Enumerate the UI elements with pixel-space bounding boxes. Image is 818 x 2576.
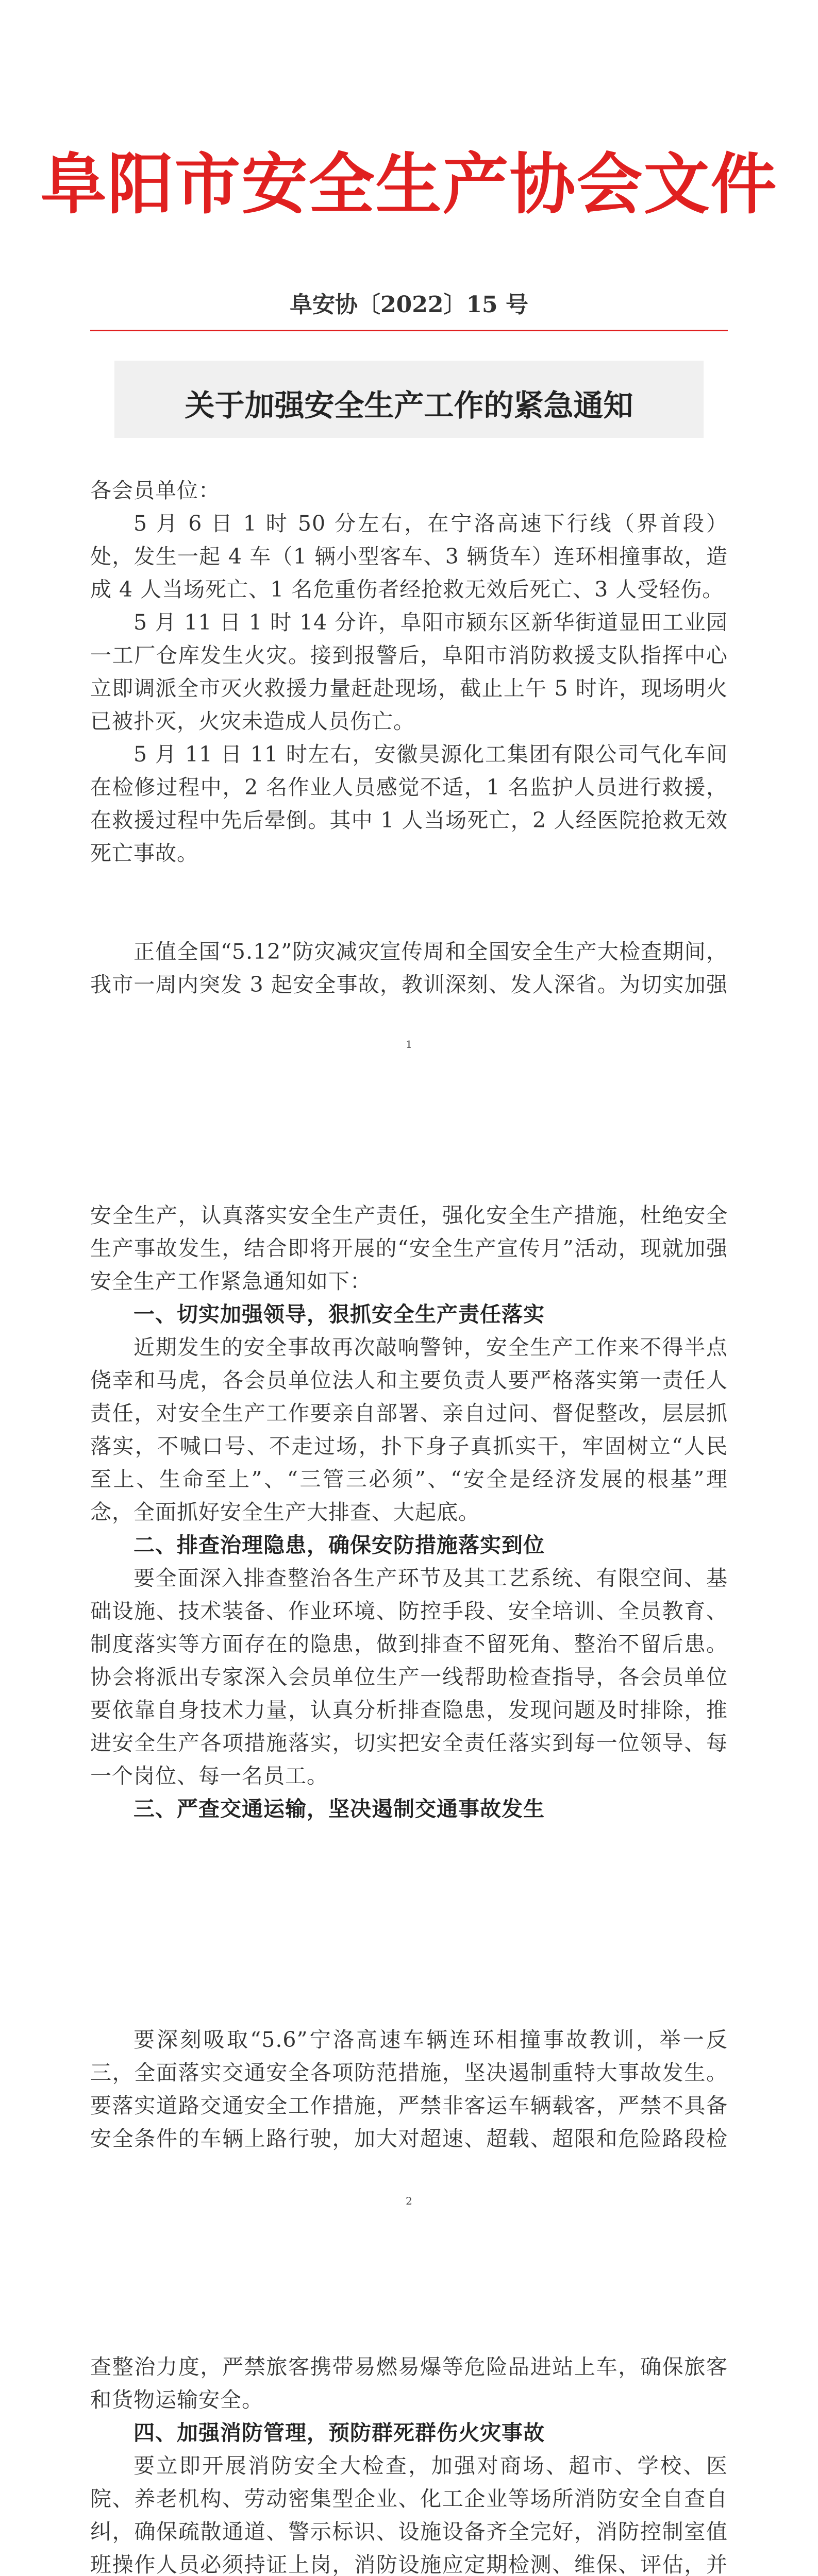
section-1-text: 近期发生的安全事故再次敲响警钟，安全生产工作来不得半点侥幸和马虎，各会员单位法人和主要负责人要严格落实第一责任人责任，对安全生产工作要亲自部署、亲自过问、督促整改，层层抓落实，不喊口号、不走过场，扑下身子真抓实干，牢固树立“人民至上、生命至上”、“三管三必须”、“安全是经济发展的根基”理念，全面抓好安全生产大排查、大起底。 [90,1335,728,1524]
page-2-body [90,1298,728,1825]
section-2-text: 要全面深入排查整治各生产环节及其工艺系统、有限空间、基础设施、技术装备、作业环境、防控手段、安全培训、全员教育、制度落实等方面存在的隐患，做到排查不留死角、整治不留后患。协会将派出专家深入会员单位生产一线帮助检查指导，各会员单位要依靠自身技术力量，认真分析排查隐患，发现问题及时排除，推进安全生产各项措施落实，切实把安全责任落实到每一位领导、每一个岗位、每一名员工。 [90,1566,728,1788]
header-divider [90,330,728,331]
page-number: 1 [406,1038,412,1050]
page-1 [0,0,818,1157]
paragraph-incident-2: 5 月 11 日 1 时 14 分许，阜阳市颍东区新华街道显田工业园一工厂仓库发生火灾。接到报警后，阜阳市消防救援支队指挥中心立即调派全市灭火救援力量赶赴现场，截止上午 5 时许，现场明火已被扑灭，火灾未造成人员伤亡。 [90,610,728,734]
page-1-body [90,474,728,870]
section-2-heading: 二、排查治理隐患，确保安防措施落实到位 [133,1533,545,1557]
paragraph-summary-part-2: 安全生产，认真落实安全生产责任，强化安全生产措施，杜绝安全生产事故发生，结合即将开展的“安全生产宣传月”活动，现就加强安全生产工作紧急通知如下： [90,1203,728,1294]
section-4-text: 要立即开展消防安全大检查，加强对商场、超市、学校、医院、养老机构、劳动密集型企业、化工企业等场所消防安全自查自纠，确保疏散通道、警示标识、设施设备齐全完好，消防控制室值班操作人员必须持证上岗，消防设施应定期检测、维保、评估，并 [90,2453,728,2576]
paragraph-incident-1: 5 月 6 日 1 时 50 分左右，在宁洛高速下行线（界首段）处，发生一起 4 车（1 辆小型客车、3 辆货车）连环相撞事故，造成 4 人当场死亡、1 名危重伤者经抢救无效后死亡、3 人受轻伤。 [90,511,728,602]
section-4-heading: 四、加强消防管理，预防群死群伤火灾事故 [133,2420,545,2445]
document-header-title: 阜阳市安全生产协会文件 [40,146,778,223]
salutation: 各会员单位： [90,478,220,503]
section-3-text-part-1: 要深刻吸取“5.6”宁洛高速车辆连环相撞事故教训，举一反三，全面落实交通安全各项防范措施，坚决遏制重特大事故发生。要落实道路交通安全工作措施，严禁非客运车辆载客，严禁不具备安全条件的车辆上路行驶，加大对超速、超载、超限和危险路段检 [90,2027,728,2151]
page-3 [0,2313,818,2576]
paragraph-summary-part-1: 正值全国“5.12”防灾减灾宣传周和全国安全生产大检查期间，我市一周内突发 3 起安全事故，教训深刻、发人深省。为切实加强 [90,939,728,997]
section-1-heading: 一、切实加强领导，狠抓安全生产责任落实 [133,1302,545,1327]
page-number: 2 [406,2195,412,2207]
paragraph-incident-3: 5 月 11 日 11 时左右，安徽昊源化工集团有限公司气化车间在检修过程中，2 名作业人员感觉不适，1 名监护人员进行救援，在救援过程中先后晕倒。其中 1 人当场死亡，2 人经医院抢救无效死亡事故。 [90,742,728,866]
document-number: 阜安协〔2022〕15 号 [289,292,528,318]
notice-subject: 关于加强安全生产工作的紧急通知 [185,388,633,423]
page-3-body [90,2416,728,2576]
page-2 [0,1157,818,2313]
section-3-heading: 三、严查交通运输，坚决遏制交通事故发生 [133,1797,545,1821]
section-3-text-part-2: 查整治力度，严禁旅客携带易燃易爆等危险品进站上车，确保旅客和货物运输安全。 [90,2354,728,2412]
